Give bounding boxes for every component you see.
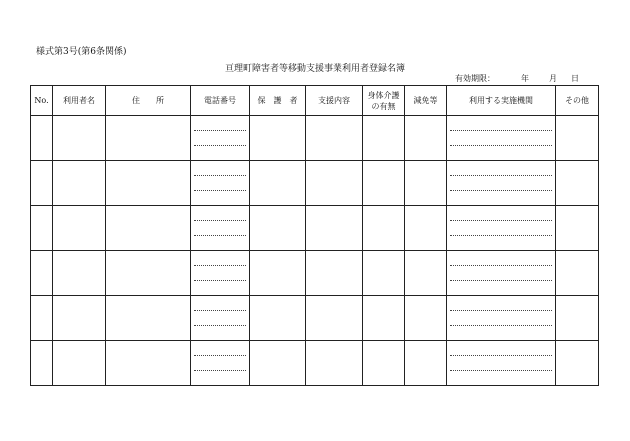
registration-table-body [31, 116, 599, 386]
cell-no[interactable] [31, 116, 53, 161]
cell-support-content[interactable] [306, 296, 363, 341]
cell-no[interactable] [31, 296, 53, 341]
header-support-content: 支援内容 [306, 86, 363, 116]
cell-user-name[interactable] [53, 206, 106, 251]
header-phone: 電話番号 [191, 86, 250, 116]
header-user-name: 利用者名 [53, 86, 106, 116]
cell-address[interactable] [106, 116, 191, 161]
cell-provider[interactable] [447, 206, 556, 251]
cell-support-content[interactable] [306, 341, 363, 386]
dotted-entry-line [194, 370, 246, 371]
cell-provider[interactable] [447, 251, 556, 296]
dotted-entry-line [450, 280, 552, 281]
dotted-entry-line [194, 130, 246, 131]
cell-guardian[interactable] [250, 161, 306, 206]
dotted-entry-line [194, 355, 246, 356]
header-guardian: 保 護 者 [250, 86, 306, 116]
dotted-entry-line [450, 265, 552, 266]
dotted-entry-line [450, 370, 552, 371]
cell-provider[interactable] [447, 116, 556, 161]
cell-other[interactable] [556, 296, 599, 341]
header-no: No. [31, 86, 53, 116]
dotted-entry-line [450, 220, 552, 221]
registration-table [30, 85, 599, 386]
dotted-entry-line [450, 355, 552, 356]
cell-physical-care[interactable] [363, 251, 405, 296]
cell-other[interactable] [556, 251, 599, 296]
dotted-entry-line [194, 190, 246, 191]
cell-guardian[interactable] [250, 206, 306, 251]
header-exemption: 減免等 [405, 86, 447, 116]
dotted-entry-line [450, 310, 552, 311]
cell-address[interactable] [106, 161, 191, 206]
cell-address[interactable] [106, 341, 191, 386]
dotted-entry-line [450, 325, 552, 326]
dotted-entry-line [450, 130, 552, 131]
cell-phone[interactable] [191, 296, 250, 341]
cell-user-name[interactable] [53, 251, 106, 296]
validity-day-label: 日 [571, 74, 579, 83]
dotted-entry-line [194, 175, 246, 176]
cell-guardian[interactable] [250, 251, 306, 296]
header-physical-care [363, 86, 405, 116]
table-row [31, 296, 599, 341]
table-row [31, 341, 599, 386]
cell-support-content[interactable] [306, 206, 363, 251]
cell-exemption[interactable] [405, 161, 447, 206]
cell-other[interactable] [556, 161, 599, 206]
header-row [31, 86, 599, 116]
dotted-entry-line [450, 235, 552, 236]
cell-guardian[interactable] [250, 296, 306, 341]
cell-physical-care[interactable] [363, 341, 405, 386]
cell-phone[interactable] [191, 161, 250, 206]
cell-phone[interactable] [191, 206, 250, 251]
cell-other[interactable] [556, 116, 599, 161]
cell-address[interactable] [106, 251, 191, 296]
cell-phone[interactable] [191, 341, 250, 386]
cell-provider[interactable] [447, 341, 556, 386]
validity-label: 有効期限： [455, 74, 495, 83]
cell-guardian[interactable] [250, 116, 306, 161]
cell-no[interactable] [31, 206, 53, 251]
cell-exemption[interactable] [405, 341, 447, 386]
cell-provider[interactable] [447, 296, 556, 341]
cell-support-content[interactable] [306, 116, 363, 161]
header-physical-care-line1: 身体介護 [367, 90, 400, 100]
dotted-entry-line [194, 310, 246, 311]
dotted-entry-line [194, 145, 246, 146]
cell-guardian[interactable] [250, 341, 306, 386]
cell-provider[interactable] [447, 161, 556, 206]
dotted-entry-line [194, 220, 246, 221]
cell-other[interactable] [556, 206, 599, 251]
validity-month-label: 月 [549, 74, 557, 83]
cell-physical-care[interactable] [363, 161, 405, 206]
cell-physical-care[interactable] [363, 206, 405, 251]
cell-no[interactable] [31, 251, 53, 296]
table-row [31, 161, 599, 206]
cell-address[interactable] [106, 206, 191, 251]
cell-no[interactable] [31, 341, 53, 386]
document-title: 亘理町障害者等移動支援事業利用者登録名簿 [224, 64, 405, 74]
header-provider: 利用する実施機関 [447, 86, 556, 116]
cell-support-content[interactable] [306, 251, 363, 296]
dotted-entry-line [194, 235, 246, 236]
cell-physical-care[interactable] [363, 296, 405, 341]
dotted-entry-line [194, 280, 246, 281]
header-address: 住 所 [106, 86, 191, 116]
table-row [31, 116, 599, 161]
cell-exemption[interactable] [405, 206, 447, 251]
cell-support-content[interactable] [306, 161, 363, 206]
dotted-entry-line [450, 145, 552, 146]
header-other: その他 [556, 86, 599, 116]
table-row [31, 206, 599, 251]
cell-phone[interactable] [191, 251, 250, 296]
cell-no[interactable] [31, 161, 53, 206]
cell-address[interactable] [106, 296, 191, 341]
cell-user-name[interactable] [53, 296, 106, 341]
cell-physical-care[interactable] [363, 116, 405, 161]
cell-exemption[interactable] [405, 251, 447, 296]
form-id: 様式第3号(第6条関係) [36, 47, 127, 57]
cell-phone[interactable] [191, 116, 250, 161]
validity-year-label: 年 [521, 74, 529, 83]
dotted-entry-line [450, 175, 552, 176]
cell-exemption[interactable] [405, 296, 447, 341]
cell-user-name[interactable] [53, 116, 106, 161]
dotted-entry-line [194, 325, 246, 326]
table-row [31, 251, 599, 296]
dotted-entry-line [194, 265, 246, 266]
cell-other[interactable] [556, 341, 599, 386]
header-physical-care-line2: の有無 [371, 101, 396, 111]
cell-exemption[interactable] [405, 116, 447, 161]
dotted-entry-line [450, 190, 552, 191]
cell-user-name[interactable] [53, 341, 106, 386]
cell-user-name[interactable] [53, 161, 106, 206]
